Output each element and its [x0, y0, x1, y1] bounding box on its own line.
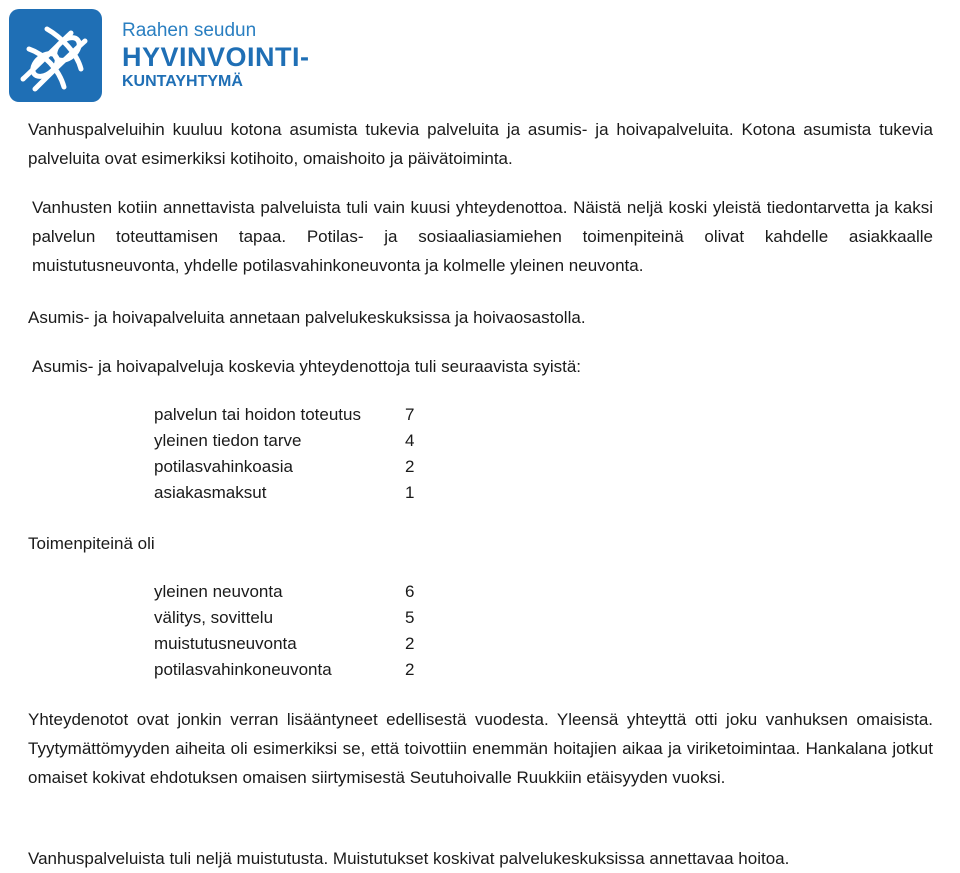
logo-line-1: Raahen seudun	[122, 20, 257, 41]
measure-label: muistutusneuvonta	[154, 634, 297, 653]
paragraph-reasons-intro: Asumis- ja hoivapalveluja koskevia yhteydenottoja tuli seuraavista syistä:	[32, 357, 581, 376]
reason-count: 2	[405, 457, 415, 476]
measure-count: 2	[405, 634, 415, 653]
reason-count: 1	[405, 483, 415, 502]
reason-label: yleinen tiedon tarve	[154, 431, 302, 450]
reason-label: asiakasmaksut	[154, 483, 267, 502]
logo-line-2: HYVINVOINTI-	[122, 42, 310, 72]
logo-line-3: KUNTAYHTYMÄ	[122, 73, 243, 90]
paragraph-intro: Vanhuspalveluihin kuuluu kotona asumista tukevia palveluita ja asumis- ja hoivapalveluita. Kotona asumista tukevia palveluita ovat esimerkiksi kotihoito, omaishoito ja päivätoiminta.	[28, 120, 933, 168]
paragraph-home-services: Vanhusten kotiin annettavista palveluista tuli vain kuusi yhteydenottoa. Näistä neljä koski yleistä tiedontarvetta ja kaksi palvelun toteuttamisen tapaa. Potilas- ja sosiaaliasiamiehen toimenpiteinä olivat kahdelle asiakkaalle muistutusneuvonta, yhdelle potilasvahinkoneuvonta ja kolmelle yleinen neuvonta.	[32, 198, 933, 275]
paragraph-complaints: Vanhuspalveluista tuli neljä muistutusta. Muistutukset koskivat palvelukeskuksissa annettavaa hoitoa.	[28, 849, 790, 868]
reason-label: potilasvahinkoasia	[154, 457, 293, 476]
reason-count: 4	[405, 431, 415, 450]
measure-count: 2	[405, 660, 415, 679]
measure-label: yleinen neuvonta	[154, 582, 283, 601]
paragraph-housing-services: Asumis- ja hoivapalveluita annetaan palvelukeskuksissa ja hoivaosastolla.	[28, 308, 586, 327]
measure-count: 6	[405, 582, 415, 601]
paragraph-summary: Yhteydenotot ovat jonkin verran lisääntyneet edellisestä vuodesta. Yleensä yhteyttä otti joku vanhuksen omaisista. Tyytymättömyyden aiheita oli esimerkiksi se, että toivottiin enemmän hoitajien aikaa ja viriketoimintaa. Hankalana jotkut omaiset kokivat ehdotuksen omaisen siirtymisestä Seutuhoivalle Ruukkiin etäisyyden vuoksi.	[28, 710, 933, 787]
measures-heading: Toimenpiteinä oli	[28, 534, 155, 553]
logo-text	[122, 20, 310, 92]
measure-label: potilasvahinkoneuvonta	[154, 660, 332, 679]
reason-count: 7	[405, 405, 415, 424]
measure-count: 5	[405, 608, 415, 627]
measure-label: välitys, sovittelu	[154, 608, 274, 627]
logo-knot-icon	[9, 9, 102, 102]
reason-label: palvelun tai hoidon toteutus	[154, 405, 361, 424]
